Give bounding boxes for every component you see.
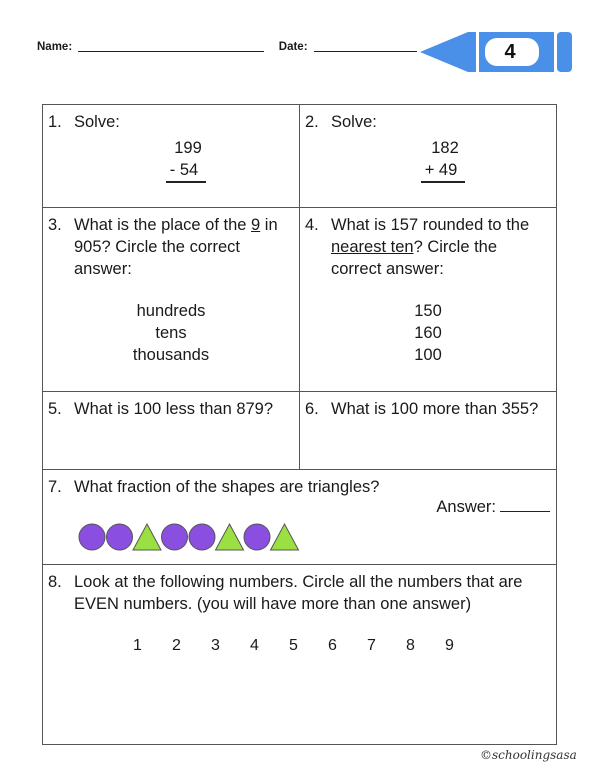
number-option[interactable]: 9 [445,637,454,654]
green-triangle-shape [133,524,161,550]
date-field-line[interactable] [314,40,417,52]
question-number: 2. [305,113,319,131]
answer-row [43,496,556,518]
copyright-text: ©schoolingsasa [480,748,577,762]
question-number: 7. [48,478,62,496]
choice-option[interactable]: 150 [414,302,442,320]
answer-label: Answer: [436,498,496,516]
subtraction-problem [43,137,299,183]
number-list [133,635,556,657]
crayon-band-left [468,32,476,72]
question-5-cell [43,392,300,470]
problem-bottom: - 54 [166,159,206,183]
question-text [74,214,293,280]
question-text: What is 100 less than 879? [74,400,274,418]
answer-choices [43,300,299,366]
question-7-cell [43,470,557,565]
question-number: 6. [305,400,319,418]
underlined-digit: 9 [251,216,261,234]
question-text: What is 100 more than 355? [331,400,539,418]
crayon-tip [420,32,468,72]
question-2-cell [300,105,557,208]
problem-top: 199 [174,139,202,157]
choice-option[interactable]: tens [155,324,187,342]
question-number: 1. [48,113,62,131]
question-text [331,214,550,280]
worksheet-grid [42,104,557,745]
problem-top: 182 [431,139,459,157]
choice-option[interactable]: thousands [132,346,210,364]
day-number: 4 [504,41,516,63]
choice-option[interactable]: 160 [414,324,442,342]
number-option[interactable]: 8 [406,637,415,654]
question-1-cell [43,105,300,208]
question-number: 4. [305,216,319,234]
shapes-row [77,520,317,554]
number-option[interactable]: 7 [367,637,376,654]
name-field-line[interactable] [78,40,264,52]
question-text-part: in 905? Circle the correct answer: [74,216,278,278]
number-option[interactable]: 2 [172,637,181,654]
addition-problem [300,137,556,183]
question-text-part: ? Circle the correct answer: [331,238,498,278]
question-text: Look at the following numbers. Circle all the numbers that are EVEN numbers. (you will have more than one answer) [74,573,523,613]
choice-option[interactable]: 100 [414,346,442,364]
date-label: Date: [278,41,308,53]
question-4-cell [300,208,557,392]
question-text: What fraction of the shapes are triangles? [74,478,380,496]
number-option[interactable]: 5 [289,637,298,654]
question-text-part: What is 157 rounded to the [331,216,530,234]
number-option[interactable]: 6 [328,637,337,654]
purple-circle-shape [162,524,188,550]
number-option[interactable]: 1 [133,637,142,654]
green-triangle-shape [216,524,244,550]
number-option[interactable]: 4 [250,637,259,654]
question-6-cell [300,392,557,470]
answer-choices [300,300,556,366]
crayon-band-right [557,32,572,72]
question-number: 3. [48,216,62,234]
question-3-cell [43,208,300,392]
green-triangle-shape [271,524,299,550]
purple-circle-shape [189,524,215,550]
question-8-cell [43,565,557,745]
header-fields [37,40,417,53]
underlined-phrase: nearest ten [331,238,414,256]
question-number: 8. [48,573,62,591]
question-text: Solve: [331,113,377,131]
choice-option[interactable]: hundreds [136,302,206,320]
name-label: Name: [37,41,73,53]
purple-circle-shape [244,524,270,550]
problem-bottom: + 49 [421,159,466,183]
purple-circle-shape [79,524,105,550]
purple-circle-shape [107,524,133,550]
number-option[interactable]: 3 [211,637,220,654]
question-text: Solve: [74,113,120,131]
question-number: 5. [48,400,62,418]
question-text-part: What is the place of the [74,216,252,234]
answer-blank[interactable] [500,497,550,512]
